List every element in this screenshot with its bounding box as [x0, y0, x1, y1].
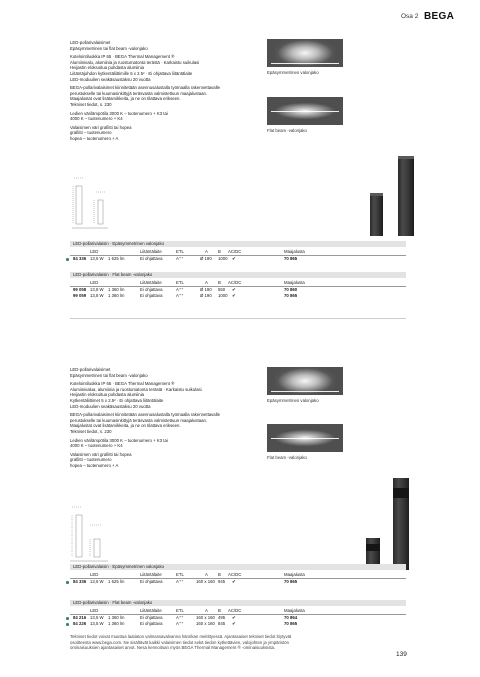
description-line: Alumiinivalu, alumiinia ja ruostumatonta terästä · Karkaistu suikulasi — [70, 59, 200, 65]
section-label: Osa 2 — [401, 13, 419, 20]
table-header-row: LED Liitäntälaite ETL A B AC/DC Maajalusta — [90, 249, 305, 254]
asymmetric-beam-caption: Epäsymmetrinen valonjako — [267, 398, 319, 403]
description-line: BEGA-pollarivalaisimet kiinnitetään asennusalustalla työmaalla rakennettavalle — [70, 412, 220, 418]
section-divider — [70, 318, 406, 319]
description-line: Valaisimen väri grafiitti tai hopea — [70, 451, 132, 457]
tall-bollard-light-slot — [393, 488, 409, 498]
brand-logo: BEGA — [424, 11, 455, 22]
page-number: 139 — [396, 651, 407, 658]
description-line: 4000 K – tuotenumero + K4 — [70, 116, 123, 122]
flat-beam-image — [267, 97, 343, 125]
description-line: Alumiinivalua, alumiinia ja ruostumatonta terästä · Karkaistu suikulasi — [70, 386, 202, 392]
availability-dot — [66, 581, 69, 584]
table-row: 99 058 13,8 W 1 360 lm Ei ohjattava A⁺⁺ Ø 190 550 ✔ 70 860 — [73, 287, 298, 292]
flat-beam-caption: Flat beam -valonjako — [267, 455, 307, 460]
table-header-row: LED Liitäntälaite ETL A B AC/DC Maajalusta — [90, 280, 305, 285]
description-line: LED-pollarivalaisimet — [70, 40, 111, 45]
description-line: LED-pollarivalaisimet — [70, 367, 111, 372]
description-line: Maajalustat ovat lisätarvikkeita, ja ne on tilattava erikseen. — [70, 423, 181, 429]
description-line: Epäsymmetrinen tai flat beam -valonjako — [70, 45, 148, 51]
table-row: 99 059 13,8 W 1 360 lm Ei ohjattava A⁺⁺ Ø 190 1000 ✔ 70 865 — [73, 293, 298, 298]
description-line: Ledien värilämpötila 3000 K – tuotenumero + K3 tai — [70, 437, 168, 443]
description-line: BEGA-pollarivalaisimet kiinnitetään asennusalustalla työmaalla rakennettavalle — [70, 85, 220, 91]
description-line: grafiitti – tuotenumero — [70, 130, 112, 136]
description-line: Kotelointiluokka IP 65 · BEGA Thermal Management ® — [70, 54, 175, 60]
product-2-description — [70, 367, 220, 469]
availability-dot — [66, 617, 69, 620]
description-line: Kytkentäliittimet 5 x 2.5² · Ei ohjattava liitäntälaite — [70, 397, 164, 403]
table-row: 84 336 13,5 W 1 625 lm Ei ohjattava A⁺⁺ Ø 190 1000 ✔ 70 865 — [73, 256, 298, 261]
description-line: hopea – tuotenumero + A — [70, 462, 119, 468]
table-row: 84 226 13,5 W 1 360 lm Ei ohjattava A⁺⁺ 160 x 160 845 ✔ 70 865 — [73, 621, 298, 626]
description-line: Tekniset tiedot, s. 230 — [70, 428, 112, 434]
footer-note: Tekniset tiedot voivat muuttua laatiaton valmassavalvanna hänrikan meitittyessä. Ajantasaiset tekniset tiedot löytyvät osoitteesta www.bega.com. Ne sisältävät kaikki valaisimen tiedot sekä tiedon kytkettävien, valojohten ja ympäristön ominaisuuksien ajantasaiset arvot. Nesa kennoitsan myös BEGA Thermal Management ® -ominaisuuksista. — [70, 634, 292, 651]
table-title: LED-pollarivalaisin · Epäsymmetrinen valonjako — [70, 241, 406, 247]
table-row: 84 216 13,5 W 1 360 lm Ei ohjattava A⁺⁺ 160 x 160 495 ✔ 70 864 — [73, 615, 298, 620]
description-line: Heijastin eloksoitua puhdasta alumiinia — [70, 392, 145, 398]
description-line: Valaisimen väri grafiitti tai hopea — [70, 124, 132, 130]
description-line: perustukselle tai kuumasinkittyjä teräsvasta valmistettuun maajalustaan. — [70, 90, 208, 96]
description-line: grafiitti – tuotenumero — [70, 457, 112, 463]
asymmetric-beam-image — [267, 367, 343, 395]
description-line: hopea – tuotenumero + A — [70, 135, 119, 141]
flat-beam-caption: Flat beam -valonjako — [267, 128, 307, 133]
dimension-drawing — [68, 176, 128, 232]
table-row: 84 336 13,5 W 1 625 lm Ei ohjattava A⁺⁺ 160 x 160 945 ✔ 70 865 — [73, 579, 298, 584]
dimension-drawing — [68, 505, 128, 565]
description-line: perustukselle tai kuumasinkittyjä teräsvasta valmistettuun maajalustaan. — [70, 417, 208, 423]
table-title: LED-pollarivalaisin · Epäsymmetrinen valonjako — [70, 564, 406, 570]
table-title: LED-pollarivalaisin · Flat beam -valonjako — [70, 272, 406, 278]
description-line: Epäsymmetrinen tai flat beam -valonjako — [70, 372, 148, 378]
tall-bollard-cap — [398, 156, 414, 159]
description-line: Ledien värilämpötila 3000 K – tuotenumero + K3 tai — [70, 110, 168, 116]
product-1-description — [70, 40, 220, 142]
description-line: Maajalustat ovat lisätarvikkeita, ja ne on tilattava erikseen. — [70, 96, 181, 102]
description-line: Tekniset tiedot, s. 230 — [70, 101, 112, 107]
table-header-row: LED Liitäntälaite ETL A B AC/DC Maajalusta — [90, 572, 305, 577]
description-line: Liitäntäjohdon kytkentäliittimille 5 x 2.5² · Ei ohjattava liitäntälaite — [70, 70, 193, 76]
short-bollard-cap — [370, 193, 383, 196]
tall-bollard-image — [398, 158, 414, 236]
asymmetric-beam-caption: Epäsymmetrinen valonjako — [267, 70, 319, 75]
table-title: LED-pollarivalaisin · Flat beam -valonjako — [70, 600, 406, 606]
availability-dot — [66, 623, 69, 626]
short-bollard-image — [370, 195, 383, 236]
asymmetric-beam-image — [267, 39, 343, 67]
description-line: Kotelointiluokka IP 65 · BEGA Thermal Management ® — [70, 381, 175, 387]
description-line: 4000 K – tuotenumero + K4 — [70, 443, 123, 449]
flat-beam-image — [267, 424, 343, 452]
description-line: Heijastin eloksoitua puhdasta alumiinia — [70, 65, 145, 71]
availability-dot — [66, 258, 69, 261]
table-header-row: LED Liitäntälaite ETL A B AC/DC Maajalusta — [90, 608, 305, 613]
description-line: LED-moduulien seakäsaustaksu 20 vuotta — [70, 403, 151, 409]
description-line: LED-moduulien seakäsaustaksu 20 vuotta — [70, 76, 151, 82]
short-bollard-light-slot — [366, 544, 380, 551]
